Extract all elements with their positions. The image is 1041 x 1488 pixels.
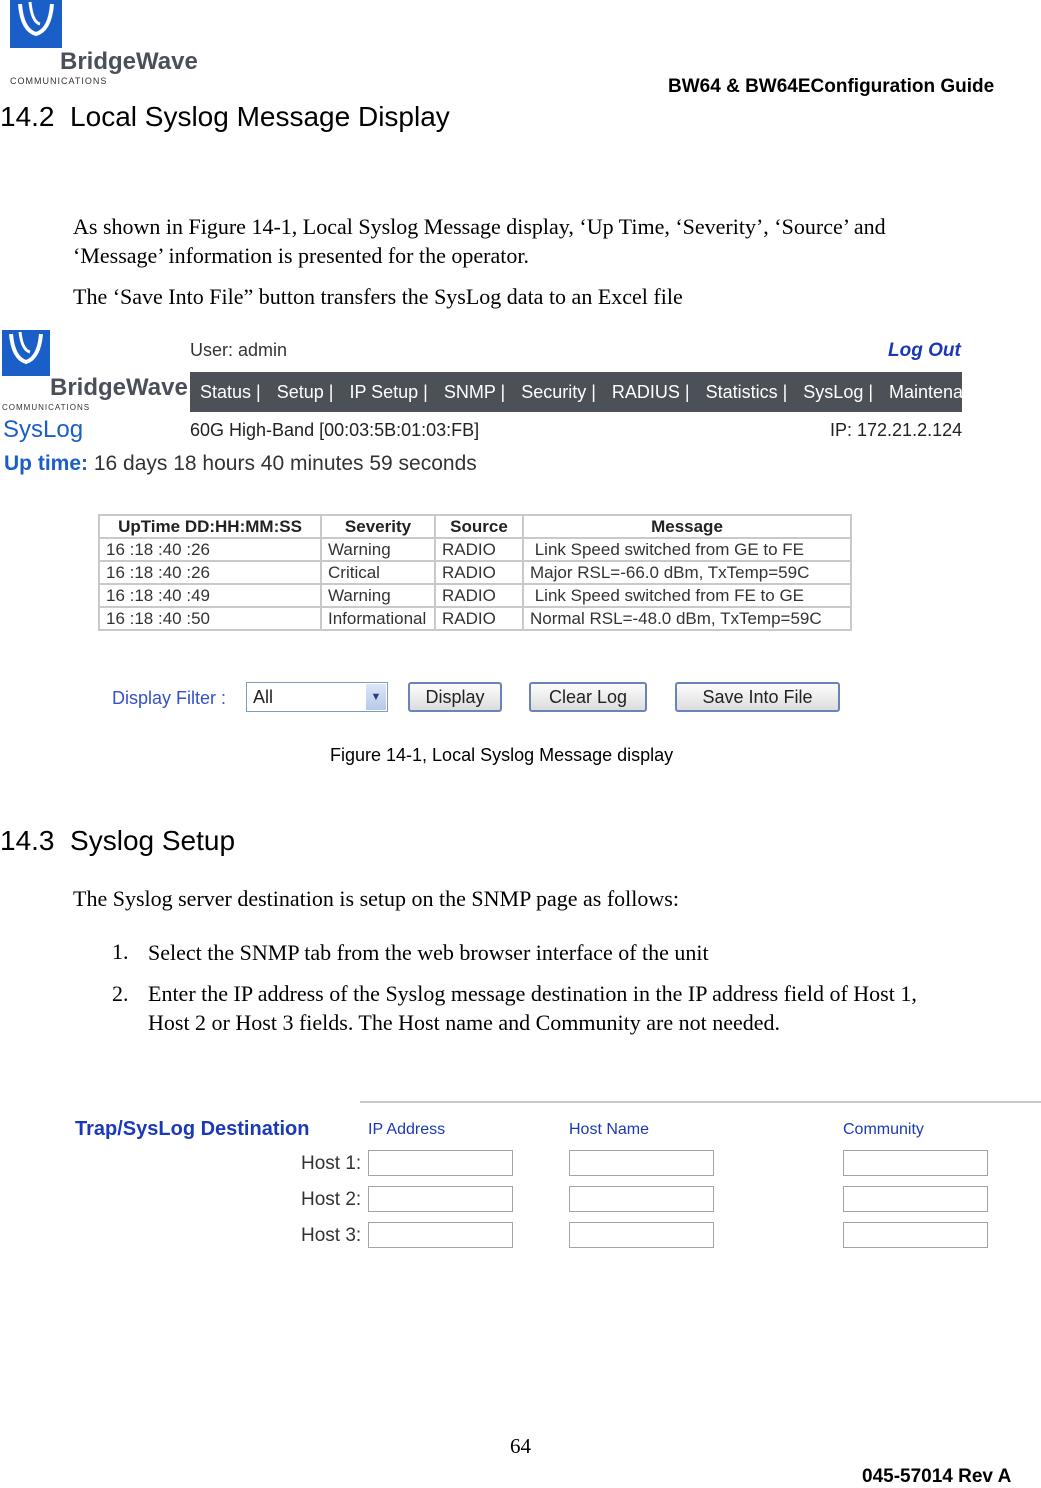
col-source: Source bbox=[435, 515, 523, 538]
cell-source: RADIO bbox=[435, 584, 523, 607]
cell-uptime: 16 :18 :40 :49 bbox=[99, 584, 321, 607]
page-number: 64 bbox=[510, 1434, 531, 1458]
cell-message: Major RSL=-66.0 dBm, TxTemp=59C bbox=[523, 561, 851, 584]
cell-source: RADIO bbox=[435, 561, 523, 584]
document-number: 045-57014 Rev A bbox=[862, 1466, 1012, 1487]
logo-text: BridgeWave bbox=[50, 374, 188, 401]
nav-tab-radius[interactable]: RADIUS | bbox=[611, 381, 690, 402]
table-row bbox=[99, 561, 851, 584]
page-title: SysLog bbox=[3, 416, 84, 443]
nav-tab-setup[interactable]: Setup | bbox=[276, 381, 334, 402]
display-filter-label: Display Filter : bbox=[112, 688, 227, 708]
clear-log-button[interactable]: Clear Log bbox=[529, 682, 647, 712]
cell-severity: Warning bbox=[321, 538, 435, 561]
host-2-community-input[interactable] bbox=[843, 1186, 988, 1212]
device-ip: IP: 172.21.2.124 bbox=[830, 420, 963, 440]
table-header-row bbox=[99, 515, 851, 538]
device-info: 60G High-Band [00:03:5B:01:03:FB] bbox=[190, 420, 480, 440]
paragraph-1-line-2: ‘Message’ information is presented for the operator. bbox=[73, 243, 529, 268]
cell-source: RADIO bbox=[435, 607, 523, 630]
table-row bbox=[99, 584, 851, 607]
col-severity: Severity bbox=[321, 515, 435, 538]
col-message: Message bbox=[523, 515, 851, 538]
host-1-name-input[interactable] bbox=[569, 1150, 714, 1176]
logo-subtext: COMMUNICATIONS bbox=[2, 403, 91, 412]
nav-tab-security[interactable]: Security | bbox=[521, 381, 596, 402]
cell-message: Link Speed switched from FE to GE bbox=[523, 584, 851, 607]
cell-severity: Informational bbox=[321, 607, 435, 630]
section-heading-14-2: 14.2 Local Syslog Message Display bbox=[0, 101, 450, 132]
chevron-down-icon[interactable]: ▼ bbox=[366, 684, 386, 710]
bridgewave-logo-icon bbox=[2, 330, 50, 376]
display-filter-select[interactable] bbox=[246, 682, 388, 712]
step-2-text-line-1: Enter the IP address of the Syslog message destination in the IP address field of Host 1, bbox=[148, 981, 917, 1006]
col-community: Community bbox=[843, 1121, 924, 1138]
section-intro: The Syslog server destination is setup on the SNMP page as follows: bbox=[73, 886, 679, 911]
uptime-value: 16 days 18 hours 40 minutes 59 seconds bbox=[93, 452, 477, 475]
step-number-1: 1. bbox=[112, 939, 129, 964]
main-nav-bar bbox=[190, 372, 993, 412]
display-filter-value: All bbox=[253, 686, 274, 707]
nav-tab-ip-setup[interactable]: IP Setup | bbox=[349, 381, 428, 402]
logout-link[interactable]: Log Out bbox=[888, 340, 961, 361]
paragraph-2: The ‘Save Into File” button transfers the SysLog data to an Excel file bbox=[73, 284, 683, 309]
section-heading-14-3: 14.3 Syslog Setup bbox=[0, 825, 236, 856]
table-row bbox=[99, 607, 851, 630]
host-2-name-input[interactable] bbox=[569, 1186, 714, 1212]
nav-tab-syslog[interactable]: SysLog | bbox=[803, 381, 874, 402]
col-host-name: Host Name bbox=[569, 1121, 650, 1138]
cell-uptime: 16 :18 :40 :26 bbox=[99, 538, 321, 561]
display-button[interactable]: Display bbox=[408, 682, 502, 712]
host-3-community-input[interactable] bbox=[843, 1222, 988, 1248]
header-logo bbox=[8, 0, 208, 90]
host-1-community-input[interactable] bbox=[843, 1150, 988, 1176]
cell-uptime: 16 :18 :40 :50 bbox=[99, 607, 321, 630]
host-3-name-input[interactable] bbox=[569, 1222, 714, 1248]
table-row bbox=[99, 538, 851, 561]
col-uptime: UpTime DD:HH:MM:SS bbox=[99, 515, 321, 538]
step-number-2: 2. bbox=[112, 981, 129, 1006]
host-1-label: Host 1: bbox=[301, 1153, 362, 1174]
host-3-label: Host 3: bbox=[301, 1225, 362, 1246]
bridgewave-logo-icon bbox=[10, 0, 62, 48]
cell-message: Normal RSL=-48.0 dBm, TxTemp=59C bbox=[523, 607, 851, 630]
paragraph-1-line-1: As shown in Figure 14-1, Local Syslog Message display, ‘Up Time, ‘Severity’, ‘Source’ and bbox=[73, 214, 886, 239]
logo-text: BridgeWave bbox=[60, 48, 198, 75]
uptime-label: Up time: bbox=[4, 452, 88, 475]
step-1-text: Select the SNMP tab from the web browser interface of the unit bbox=[148, 940, 709, 965]
figure-caption: Figure 14-1, Local Syslog Message display bbox=[330, 745, 674, 765]
nav-tab-snmp[interactable]: SNMP | bbox=[443, 381, 506, 402]
syslog-table bbox=[98, 514, 852, 631]
document-title: BW64 & BW64EConfiguration Guide bbox=[668, 76, 995, 97]
nav-tab-statistics[interactable]: Statistics | bbox=[705, 381, 788, 402]
cell-uptime: 16 :18 :40 :26 bbox=[99, 561, 321, 584]
host-2-label: Host 2: bbox=[301, 1189, 362, 1210]
save-into-file-button[interactable]: Save Into File bbox=[675, 682, 840, 712]
trap-destination-title: Trap/SysLog Destination bbox=[75, 1118, 310, 1140]
cell-severity: Warning bbox=[321, 584, 435, 607]
nav-tab-status[interactable]: Status | bbox=[200, 381, 261, 402]
step-2-text-line-2: Host 2 or Host 3 fields. The Host name and Community are not needed. bbox=[148, 1010, 780, 1035]
cell-source: RADIO bbox=[435, 538, 523, 561]
nav-tab-maintenance[interactable]: Maintenance bbox=[889, 381, 993, 402]
uptime-row bbox=[4, 452, 477, 476]
col-ip-address: IP Address bbox=[368, 1121, 446, 1138]
host-3-ip-input[interactable] bbox=[368, 1222, 513, 1248]
user-label: User: admin bbox=[190, 340, 288, 360]
logo-subtext: COMMUNICATIONS bbox=[10, 76, 108, 86]
divider bbox=[360, 1101, 1041, 1103]
host-2-ip-input[interactable] bbox=[368, 1186, 513, 1212]
cell-severity: Critical bbox=[321, 561, 435, 584]
host-1-ip-input[interactable] bbox=[368, 1150, 513, 1176]
cell-message: Link Speed switched from GE to FE bbox=[523, 538, 851, 561]
